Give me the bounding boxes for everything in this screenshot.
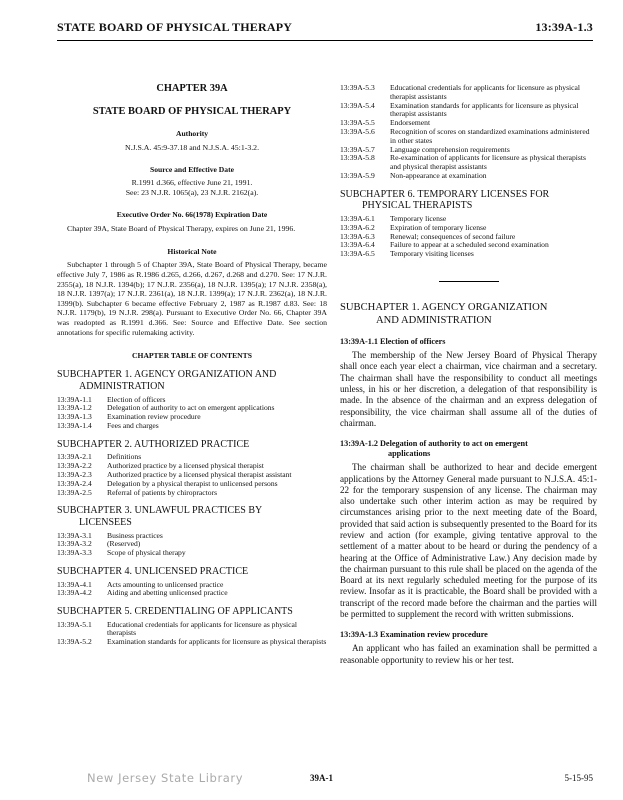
toc-item[interactable] (57, 621, 327, 639)
section-1-2-heading-line-2: applications (388, 449, 431, 459)
toc-item[interactable] (57, 638, 327, 647)
toc-item-title: Re-examination of applicants for licensure as physical therapists and physical therapist assistants (390, 153, 586, 172)
toc-item-number: 13:39A-5.2 (57, 637, 92, 647)
toc-item-number: 13:39A-6.3 (340, 231, 375, 241)
toc-subchapter-1-line-2: ADMINISTRATION (79, 380, 165, 392)
toc-item-number: 13:39A-1.2 (57, 403, 92, 413)
toc-subchapter-2-heading (57, 439, 327, 451)
toc-item-title: Expiration of temporary license (390, 222, 487, 232)
toc-item-title: Examination standards for applicants for licensure as physical therapists (107, 637, 327, 647)
toc-item-number: 13:39A-2.2 (57, 461, 92, 471)
left-column (57, 82, 327, 647)
toc-subchapter-4-line-1: SUBCHAPTER 4. UNLICENSED PRACTICE (57, 565, 249, 577)
toc-item-number: 13:39A-5.3 (340, 83, 375, 92)
toc-subchapter-2-line-1: SUBCHAPTER 2. AUTHORIZED PRACTICE (57, 438, 250, 450)
toc-item[interactable] (57, 413, 327, 422)
toc-item[interactable] (340, 102, 597, 120)
toc-item[interactable] (57, 540, 327, 549)
library-watermark: New Jersey State Library (87, 771, 244, 785)
source-line-1: R.1991 d.366, effective June 21, 1991. (131, 178, 253, 188)
toc-item-number: 13:39A-6.1 (340, 213, 375, 223)
toc-item-title: Recognition of scores on standardized examinations administered in other states (390, 126, 590, 145)
toc-item-number: 13:39A-5.5 (340, 118, 375, 128)
historical-note-heading: Historical Note (167, 247, 217, 257)
toc-subchapter-3-list (57, 532, 327, 558)
toc-item-title: Educational credentials for applicants for licensure as physical therapist assistants (390, 83, 580, 101)
toc-item-number: 13:39A-2.3 (57, 469, 92, 479)
toc-item-number: 13:39A-1.1 (57, 394, 92, 404)
toc-item[interactable] (57, 422, 327, 431)
toc-subchapter-3-line-1: SUBCHAPTER 3. UNLAWFUL PRACTICES BY (57, 505, 263, 517)
toc-heading: CHAPTER TABLE OF CONTENTS (132, 351, 252, 361)
toc-subchapter-1-line-1: SUBCHAPTER 1. AGENCY ORGANIZATION AND (57, 369, 277, 381)
toc-item[interactable] (340, 128, 597, 146)
toc-item-number: 13:39A-1.4 (57, 420, 92, 430)
toc-subchapter-3-heading (57, 505, 327, 528)
toc-item-number: 13:39A-5.8 (340, 153, 375, 163)
toc-item-number: 13:39A-5.1 (57, 619, 92, 629)
toc-item-title: Renewal; consequences of second failure (390, 231, 516, 241)
toc-subchapter-6-heading (340, 189, 597, 212)
toc-item-title: Authorized practice by a licensed physical therapist assistant (107, 469, 292, 479)
toc-item-title: Fees and charges (107, 420, 159, 430)
section-1-1-heading: 13:39A-1.1 Election of officers (340, 337, 446, 347)
toc-item-number: 13:39A-2.1 (57, 452, 92, 462)
toc-item[interactable] (340, 154, 597, 172)
toc-item-number: 13:39A-5.7 (340, 144, 375, 154)
toc-item-title: Acts amounting to unlicensed practice (107, 579, 224, 589)
toc-item[interactable] (57, 549, 327, 558)
header-rule (57, 40, 593, 41)
toc-item-number: 13:39A-6.5 (340, 249, 375, 259)
section-1-3-text: An applicant who has failed an examination shall be permitted a reasonable opportunity to review his or her test. (340, 643, 597, 665)
section-1-2-text: The chairman shall be authorized to hear and decide emergent applications by the Attorney General made pursuant to N.J.S.A. 45:1-22 for the temporary suspension of any license. The chairman may also undertake such other interim action as may be required by circumstances arising prior to the next meeting date of the Board, provided that said action is subsequently presented to the Board for its review and action (for example, giving tentative approval to the settlement of a matter about to be heard or during the pendency of a hearing at the Office of Administrative Law.) Any decision made by the chairman pursuant to this rule shall be placed on the agenda of the Board at its next regularly scheduled meeting for the purpose of its review. Insofar as it is practicable, the Board shall be provided with a transcript of the record made before the chairman and the parties will be permitted to supplement the record with written submissions. (340, 462, 597, 620)
toc-subchapter-2-list (57, 453, 327, 497)
toc-subchapter-6-line-1: SUBCHAPTER 6. TEMPORARY LICENSES FOR (340, 188, 550, 200)
source-heading: Source and Effective Date (149, 164, 234, 174)
subchapter-1-heading (340, 302, 597, 327)
toc-item[interactable] (57, 532, 327, 541)
section-1-2-heading-line-1: 13:39A-1.2 Delegation of authority to act on emergent (340, 439, 528, 449)
toc-item-number: 13:39A-2.5 (57, 487, 92, 497)
chapter-title: STATE BOARD OF PHYSICAL THERAPY (92, 106, 292, 118)
toc-subchapter-1-list (57, 396, 327, 431)
authority-text: N.J.S.A. 45:9-37.18 and N.J.S.A. 45:1-3.2. (124, 142, 260, 152)
toc-item-title: Referral of patients by chiropractors (107, 487, 218, 497)
section-divider (439, 281, 499, 282)
toc-item-title: Definitions (107, 452, 142, 462)
toc-subchapter-5-heading (57, 606, 327, 618)
subchapter-1-heading-line-1: SUBCHAPTER 1. AGENCY ORGANIZATION (340, 301, 548, 313)
toc-subchapter-6-line-2: PHYSICAL THERAPISTS (362, 200, 473, 212)
toc-subchapter-3-line-2: LICENSEES (79, 516, 132, 528)
toc-item-number: 13:39A-6.4 (340, 240, 375, 250)
toc-item-title: Delegation by a physical therapist to unlicensed persons (107, 478, 278, 488)
toc-item-title: Non-appearance at examination (390, 170, 487, 180)
page-number: 39A-1 (310, 773, 333, 783)
toc-item[interactable] (340, 250, 597, 259)
source-line-2: See: 23 N.J.R. 1065(a), 23 N.J.R. 2162(a). (125, 188, 259, 198)
header-title: STATE BOARD OF PHYSICAL THERAPY (57, 20, 293, 34)
toc-item-number: 13:39A-1.3 (57, 412, 92, 422)
toc-subchapter-4-list (57, 581, 327, 599)
executive-order-text: Chapter 39A, State Board of Physical Therapy, expires on June 21, 1996. (67, 223, 296, 233)
page-footer (57, 773, 593, 789)
toc-item-title: Scope of physical therapy (107, 548, 186, 558)
section-1-1-text: The membership of the New Jersey Board of Physical Therapy shall once each year elect a chairman, vice chairman and a secretary. The chairman shall have the responsibility to conduct all meetings unless, in his or her discretion, a delegation of that responsibility is made. In the absence of the chairman and an express delegation of responsibility, the vice chairman shall assume all of the duties of chairman. (340, 350, 597, 428)
toc-item-number: 13:39A-6.2 (340, 222, 375, 232)
toc-item-title: Election of officers (107, 394, 166, 404)
toc-item-number: 13:39A-4.1 (57, 579, 92, 589)
toc-item-number: 13:39A-4.2 (57, 588, 92, 598)
toc-item-number: 13:39A-3.1 (57, 530, 92, 540)
header-section-number: 13:39A-1.3 (535, 20, 593, 34)
toc-item[interactable] (57, 589, 327, 598)
toc-item-title: Temporary visiting licenses (390, 249, 474, 259)
toc-subchapter-1-heading (57, 369, 327, 392)
section-1-2-heading (340, 439, 597, 459)
executive-order-heading: Executive Order No. 66(1978) Expiration Date (116, 210, 268, 220)
right-column (340, 84, 597, 666)
toc-item-title: Failure to appear at a scheduled second examination (390, 240, 549, 250)
toc-item-number: 13:39A-3.2 (57, 539, 92, 549)
toc-item[interactable] (340, 172, 597, 181)
toc-item[interactable] (57, 489, 327, 498)
chapter-number: CHAPTER 39A (156, 83, 228, 94)
toc-item-number: 13:39A-3.3 (57, 548, 92, 558)
toc-subchapter-5-list-continued (340, 84, 597, 181)
toc-item-title: Examination review procedure (107, 412, 201, 422)
toc-subchapter-4-heading (57, 566, 327, 578)
toc-item-title: Temporary license (390, 213, 447, 223)
toc-item-title: Business practices (107, 530, 163, 540)
toc-item-title: Language comprehension requirements (390, 144, 510, 154)
revision-date: 5-15-95 (564, 773, 593, 783)
toc-item-number: 13:39A-2.4 (57, 478, 92, 488)
toc-item-number: 13:39A-5.6 (340, 126, 375, 136)
toc-item[interactable] (340, 84, 597, 102)
toc-item-title: Aiding and abetting unlicensed practice (107, 588, 228, 598)
toc-item-number: 13:39A-5.9 (340, 170, 375, 180)
toc-item-number: 13:39A-5.4 (340, 100, 375, 110)
section-1-3-heading: 13:39A-1.3 Examination review procedure (340, 630, 488, 640)
toc-item-title: Endorsement (390, 118, 431, 128)
toc-subchapter-5-line-1: SUBCHAPTER 5. CREDENTIALING OF APPLICANTS (57, 606, 293, 618)
authority-heading: Authority (175, 129, 209, 139)
toc-subchapter-6-list (340, 215, 597, 259)
toc-item-title: Authorized practice by a licensed physical therapist (107, 461, 264, 471)
toc-item-title: Educational credentials for applicants for licensure as physical therapists (107, 619, 297, 638)
subchapter-1-heading-line-2: AND ADMINISTRATION (376, 314, 492, 326)
running-header (57, 18, 593, 38)
toc-item-title: (Reserved) (107, 539, 141, 549)
toc-item-title: Delegation of authority to act on emergent applications (107, 403, 275, 413)
toc-subchapter-5-list (57, 621, 327, 647)
toc-item-title: Examination standards for applicants for licensure as physical therapist assistants (390, 100, 579, 119)
historical-note-text: Subchapter 1 through 5 of Chapter 39A, State Board of Physical Therapy, became effective July 7, 1986 as R.1986 d.265, d.266, d.267, d.268 and d.270. See: 17 N.J.R. 2355(a), 18 N.J.R. 1394(b); 17 N.J.R. 2356(a), 18 N.J.R. 1395(a); 17 N.J.R. 2358(a), 18 N.J.R. 1397(a); 17 N.J.R. 2361(a), 18 N.J.R. 1399(a); 17 N.J.R. 2362(a), 18 N.J.R. 1399(b). Subchapter 6 became effective February 2, 1987 as R.1987 d.83. See: 18 N.J.R. 1179(b), 19 N.J.R. 298(a). Pursuant to Executive Order No. 66, Chapter 39A was readopted as R.1991 d.366. See: Source and Effective Date. See section annotations for specific rulemaking activity. (57, 260, 327, 337)
